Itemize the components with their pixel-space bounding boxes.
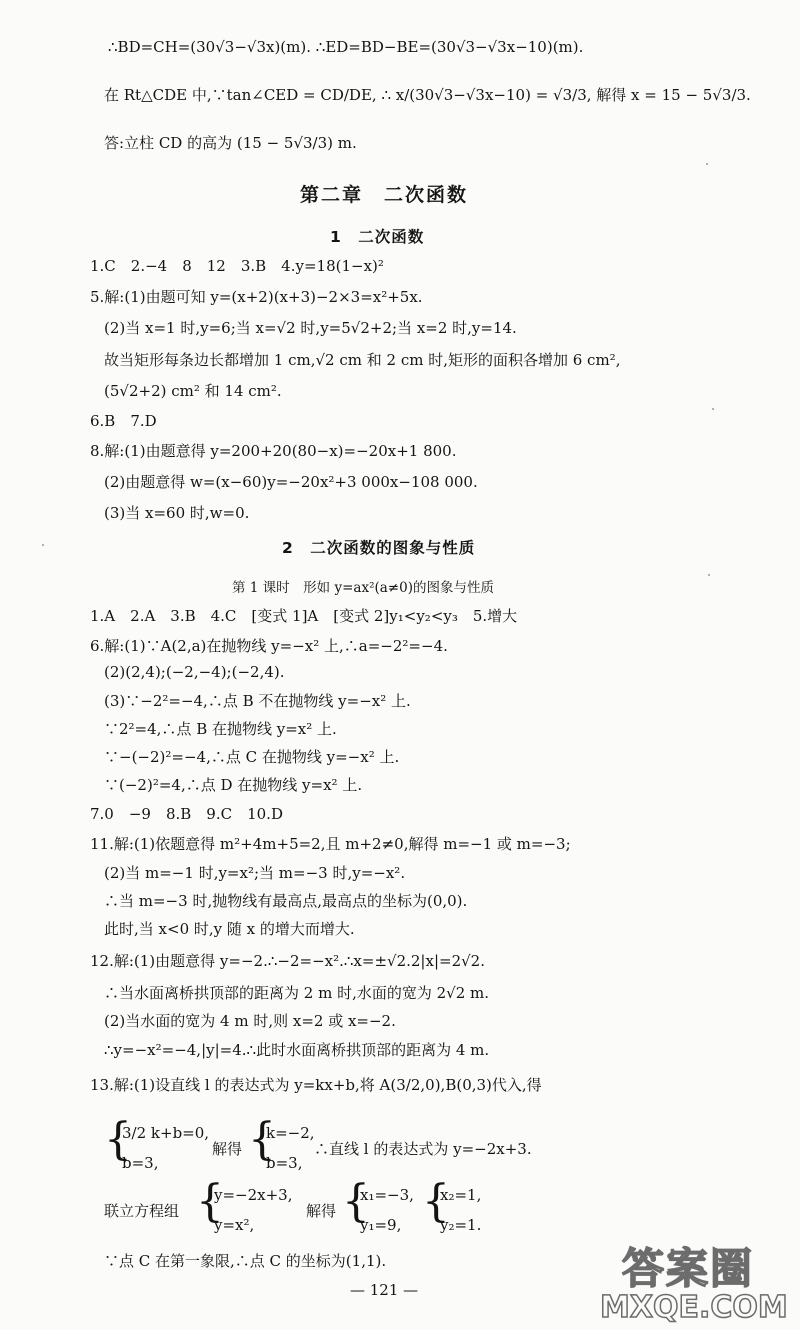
text-line: ∵点 C 在第一象限,∴点 C 的坐标为(1,1).	[104, 1252, 387, 1270]
system-row: x₁=−3,	[360, 1186, 414, 1204]
watermark-url: MXQE.COM	[600, 1290, 788, 1325]
section-title: 1 二次函数	[330, 228, 425, 246]
lesson-title: 第 1 课时 形如 y=ax²(a≠0)的图象与性质	[232, 580, 494, 596]
text-line: ∴y=−x²=−4,|y|=4.∴此时水面离桥拱顶部的距离为 4 m.	[104, 1041, 490, 1059]
text-line: 6.B 7.D	[90, 412, 157, 430]
text-line: (2)当 x=1 时,y=6;当 x=√2 时,y=5√2+2;当 x=2 时,y=14.	[104, 319, 517, 337]
text-line: 此时,当 x<0 时,y 随 x 的增大而增大.	[104, 920, 355, 938]
text-line: 解得	[306, 1202, 337, 1220]
equation-system	[196, 1176, 316, 1236]
text-line: 8.解:(1)由题意得 y=200+20(80−x)=−20x+1 800.	[90, 442, 457, 460]
chapter-title: 第二章 二次函数	[300, 184, 469, 206]
scan-speck	[42, 544, 44, 546]
text-line: (2)当 m=−1 时,y=x²;当 m=−3 时,y=−x².	[104, 864, 406, 882]
section-title: 2 二次函数的图象与性质	[282, 539, 476, 557]
text-line: ∴BD=CH=(30√3−√3x)(m). ∴ED=BD−BE=(30√3−√3x−10)(m).	[108, 38, 584, 56]
text-line: ∵2²=4,∴点 B 在抛物线 y=x² 上.	[104, 720, 337, 738]
system-row: b=3,	[266, 1154, 303, 1172]
brace-glyph: {	[104, 1114, 132, 1165]
text-line: 1.A 2.A 3.B 4.C [变式 1]A [变式 2]y₁<y₂<y₃ 5.增大	[90, 607, 518, 625]
text-line: ∴当水面离桥拱顶部的距离为 2 m 时,水面的宽为 2√2 m.	[104, 984, 490, 1002]
system-row: y₂=1.	[440, 1216, 482, 1234]
text-line: 6.解:(1)∵A(2,a)在抛物线 y=−x² 上,∴a=−2²=−4.	[90, 637, 448, 655]
text-line: 13.解:(1)设直线 l 的表达式为 y=kx+b,将 A(3/2,0),B(0,3)代入,得	[90, 1076, 542, 1094]
brace-glyph: {	[248, 1114, 276, 1165]
system-row: k=−2,	[266, 1124, 315, 1142]
text-line: ∴当 m=−3 时,抛物线有最高点,最高点的坐标为(0,0).	[104, 892, 468, 910]
system-row: b=3,	[122, 1154, 159, 1172]
brace-glyph: {	[422, 1176, 450, 1227]
watermark-logo: 答案圈	[622, 1244, 755, 1293]
equation-system	[342, 1176, 422, 1236]
text-line: (2)(2,4);(−2,−4);(−2,4).	[104, 663, 285, 681]
text-line: 7.0 −9 8.B 9.C 10.D	[90, 805, 283, 823]
text-line: (2)当水面的宽为 4 m 时,则 x=2 或 x=−2.	[104, 1012, 396, 1030]
text-line: ∵−(−2)²=−4,∴点 C 在抛物线 y=−x² 上.	[104, 748, 400, 766]
system-row: y₁=9,	[360, 1216, 402, 1234]
text-line: (3)∵−2²=−4,∴点 B 不在抛物线 y=−x² 上.	[104, 692, 411, 710]
system-row: y=x²,	[214, 1216, 255, 1234]
system-row: y=−2x+3,	[214, 1186, 293, 1204]
text-line: 5.解:(1)由题可知 y=(x+2)(x+3)−2×3=x²+5x.	[90, 288, 423, 306]
text-line: ∴直线 l 的表达式为 y=−2x+3.	[314, 1140, 532, 1158]
text-line: 答:立柱 CD 的高为 (15 − 5√3/3) m.	[104, 134, 357, 152]
text-line: 在 Rt△CDE 中,∵tan∠CED = CD/DE, ∴ x/(30√3−√3x−10) = √3/3, 解得 x = 15 − 5√3/3.	[104, 86, 751, 104]
brace-glyph: {	[196, 1176, 224, 1227]
equation-system	[422, 1176, 502, 1236]
text-line: (3)当 x=60 时,w=0.	[104, 504, 250, 522]
system-row: x₂=1,	[440, 1186, 482, 1204]
scan-speck	[706, 163, 708, 165]
scan-speck	[712, 408, 714, 410]
scan-speck	[708, 574, 710, 576]
system-row: 3/2 k+b=0,	[122, 1124, 210, 1142]
text-line: 11.解:(1)依题意得 m²+4m+5=2,且 m+2≠0,解得 m=−1 或 m=−3;	[90, 835, 571, 853]
text-line: 联立方程组	[104, 1202, 180, 1220]
equation-system	[104, 1114, 224, 1174]
text-line: 12.解:(1)由题意得 y=−2.∴−2=−x².∴x=±√2.2|x|=2√2.	[90, 952, 485, 970]
brace-glyph: {	[342, 1176, 370, 1227]
text-line: 1.C 2.−4 8 12 3.B 4.y=18(1−x)²	[90, 257, 384, 275]
page-number: — 121 —	[350, 1281, 419, 1299]
text-line: ∵(−2)²=4,∴点 D 在抛物线 y=x² 上.	[104, 776, 363, 794]
text-line: (2)由题意得 w=(x−60)y=−20x²+3 000x−108 000.	[104, 473, 478, 491]
text-line: 故当矩形每条边长都增加 1 cm,√2 cm 和 2 cm 时,矩形的面积各增加 6 cm²,	[104, 351, 621, 369]
text-line: 解得	[212, 1140, 243, 1158]
text-line: (5√2+2) cm² 和 14 cm².	[104, 382, 282, 400]
